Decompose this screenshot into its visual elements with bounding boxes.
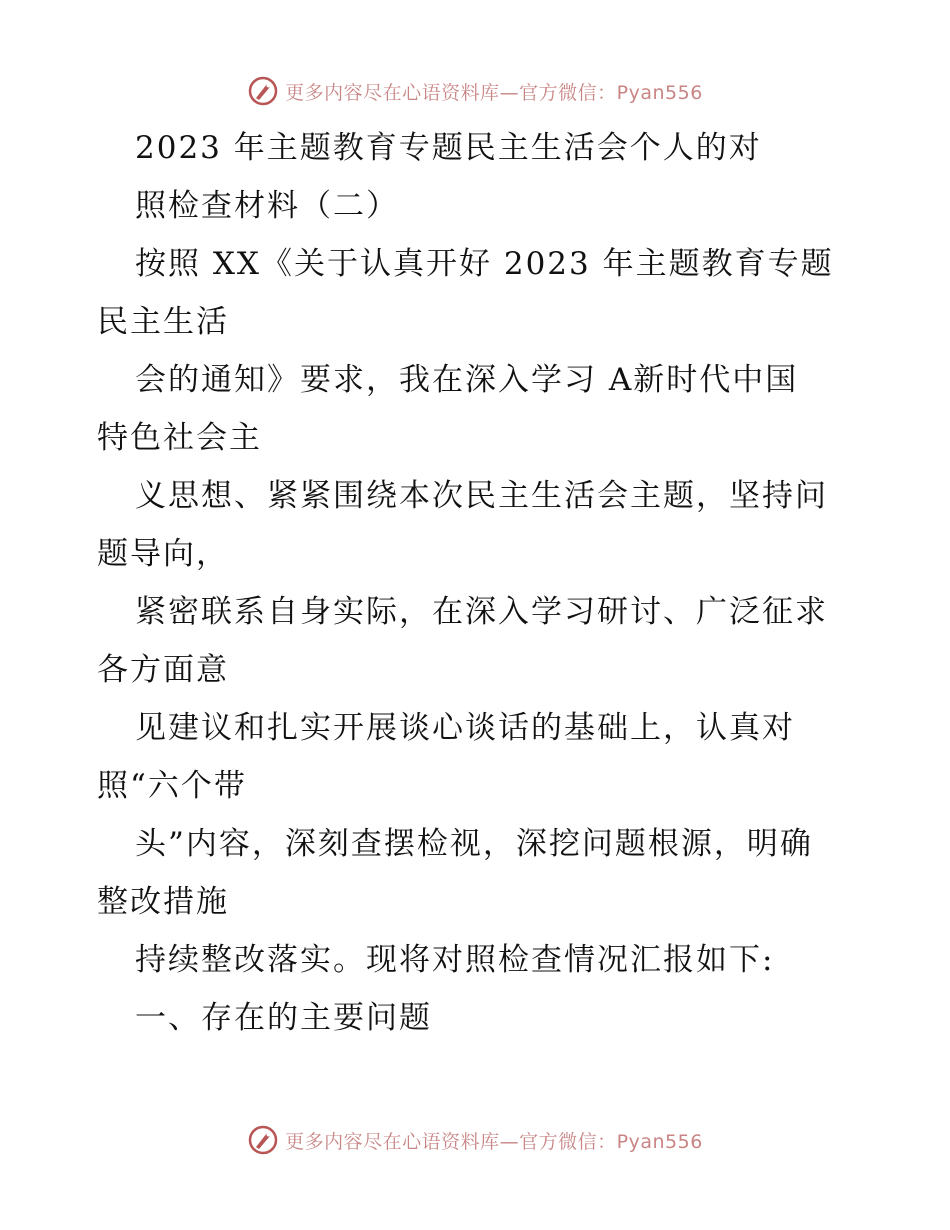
section-heading: 一、存在的主要问题 [135,1000,432,1036]
body-text-line: 见建议和扎实开展谈心谈话的基础上，认真对 [135,710,795,746]
watermark-text: 更多内容尽在心语资料库—官方微信：Pyan556 [285,1130,703,1153]
body-text-line: 义思想、紧紧围绕本次民主生活会主题，坚持问 [135,478,828,514]
document-title-line-2: 照检查材料（二） [135,188,399,224]
watermark-text: 更多内容尽在心语资料库—官方微信：Pyan556 [285,81,703,104]
body-text-line: 持续整改落实。现将对照检查情况汇报如下: [135,942,775,978]
body-text-line: 按照 XX《关于认真开好 2023 年主题教育专题 [135,246,834,282]
footer-watermark [0,1120,950,1160]
body-text-line: 头”内容，深刻查摆检视，深挖问题根源，明确 [135,826,813,862]
header-watermark [0,71,950,111]
document-title-line-1: 2023 年主题教育专题民主生活会个人的对 [135,130,762,166]
body-text-line: 照“六个带 [97,768,247,804]
body-text-line: 整改措施 [97,884,229,920]
body-text-line: 特色社会主 [97,420,262,456]
body-text-line: 各方面意 [97,652,229,688]
pen-nib-logo-icon [247,1124,279,1156]
body-text-line: 紧密联系自身实际，在深入学习研讨、广泛征求 [135,594,828,630]
body-text-line: 会的通知》要求，我在深入学习 A新时代中国 [135,362,799,398]
pen-nib-logo-icon [247,75,279,107]
body-text-line: 民主生活 [97,304,229,340]
body-text-line: 题导向， [97,536,229,572]
